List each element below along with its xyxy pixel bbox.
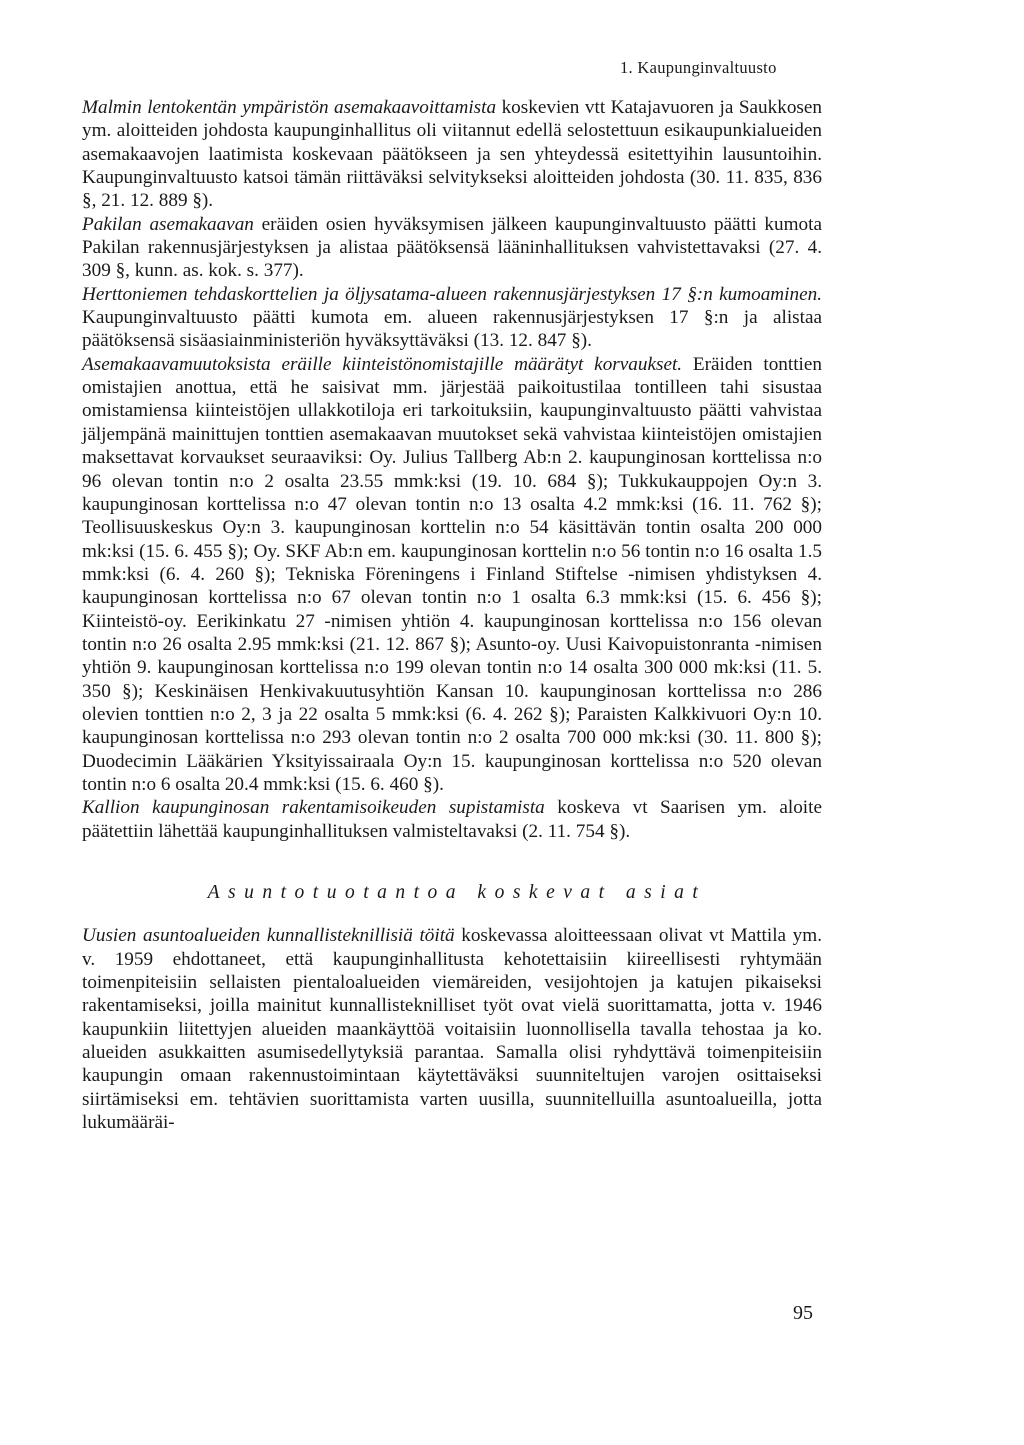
paragraph-text: koskevassa aloitteessaan olivat vt Mattila ym. v. 1959 ehdottaneet, että kaupunginhallitusta kehotettaisiin kiireellisesti ryhtymään toimenpiteisiin sellaisten pientaloalueiden viemäreiden, vesijohtojen ja katujen pikaiseksi rakentamiseksi, joilla mainitut kunnallisteknilliset työt ovat vielä suorittamatta, jotta v. 1946 kaupunkiin liitettyjen alueiden maankäyttöä voitaisiin luonnollisella tavalla tehostaa ja ko. alueiden asukkaitten asumisedellytyksiä parantaa. Samalla olisi ryhdyttävä toimenpiteisiin kaupungin omaan rakennustoimintaan käytettäväksi suunniteltujen varojen osittaiseksi siirtämiseksi em. tehtävien suorittamista varten uusilla, suunnitelluilla asuntoalueilla, jotta lukumääräi- <box>82 925 822 1134</box>
paragraph-title: Pakilan asemakaavan <box>82 213 254 235</box>
body-text <box>82 96 822 1134</box>
paragraph-malmin <box>82 96 822 213</box>
paragraph-text: koskeva vt Saarisen ym. aloite päätettiin lähettää kaupunginhallituksen valmisteltavaksi (2. 11. 754 §). <box>82 797 822 842</box>
paragraph-kallion <box>82 796 822 843</box>
paragraph-title: Malmin lentokentän ympäristön asemakaavoittamista <box>82 97 497 118</box>
paragraph-korvaukset <box>82 353 822 797</box>
paragraph-title: Herttoniemen tehdaskorttelien ja öljysatama-alueen rakennusjärjestyksen 17 §:n kumoaminen. <box>82 283 822 305</box>
running-head: 1. Kaupunginvaltuusto <box>620 58 777 77</box>
section-heading: Asuntotuotantoa koskevat asiat <box>207 882 707 903</box>
paragraph-asuntoalueiden <box>82 924 822 1134</box>
paragraph-text: Eräiden tonttien omistajien anottua, että he saisivat mm. järjestää paikoitustilaa tontilleen tahi sisustaa omistamiensa kiinteistöjen ullakkotiloja eri tarkoituksiin, kaupunginvaltuusto päätti vahvistaa jäljempänä mainittujen tonttien asemakaavan muutokset sekä vahvistaa kiinteistöjen omistajien maksettavat korvaukset seuraaviksi: Oy. Julius Tallberg Ab:n 2. kaupunginosan korttelissa n:o 96 olevan tontin n:o 2 osalta 23.55 mmk:ksi (19. 10. 684 §); Tukkukauppojen Oy:n 3. kaupunginosan korttelissa n:o 47 olevan tontin n:o 13 osalta 4.2 mmk:ksi (16. 11. 762 §); Teollisuuskeskus Oy:n 3. kaupunginosan korttelin n:o 54 käsittävän tontin osalta 200 000 mk:ksi (15. 6. 455 §); Oy. SKF Ab:n em. kaupunginosan korttelin n:o 56 tontin n:o 16 osalta 1.5 mmk:ksi (6. 4. 260 §); Tekniska Föreningens i Finland Stiftelse -nimisen yhdistyksen 4. kaupunginosan korttelissa n:o 67 olevan tontin n:o 1 osalta 6.3 mmk:ksi (15. 6. 456 §); Kiinteistö-oy. Eerikinkatu 27 -nimisen yhtiön 4. kaupunginosan korttelissa n:o 156 olevan tontin n:o 26 osalta 2.95 mmk:ksi (21. 12. 867 §); Asunto-oy. Uusi Kaivopuistonranta -nimisen yhtiön 9. kaupunginosan korttelissa n:o 199 olevan tontin n:o 14 osalta 300 000 mk:ksi (11. 5. 350 §); Keskinäisen Henkivakuutusyhtiön Kansan 10. kaupunginosan korttelissa n:o 286 olevien tonttien n:o 2, 3 ja 22 osalta 5 mmk:ksi (6. 4. 262 §); Paraisten Kalkkivuori Oy:n 10. kaupunginosan korttelissa n:o 293 olevan tontin n:o 2 osalta 700 000 mk:ksi (30. 11. 800 §); Duodecimin Lääkärien Yksityissairaala Oy:n 15. kaupunginosan korttelissa n:o 520 olevan tontin n:o 6 osalta 20.4 mmk:ksi (15. 6. 460 §). <box>82 353 822 795</box>
paragraph-text: eräiden osien hyväksymisen jälkeen kaupunginvaltuusto päätti kumota Pakilan rakennusjärjestyksen ja alistaa päätöksensä lääninhallituksen vahvistettavaksi (27. 4. 309 §, kunn. as. kok. s. 377). <box>82 213 822 282</box>
paragraph-herttoniemen <box>82 283 822 353</box>
paragraph-title: Kallion kaupunginosan rakentamisoikeuden supistamista <box>82 797 545 819</box>
paragraph-pakilan <box>82 213 822 283</box>
page-number: 95 <box>793 1302 813 1324</box>
paragraph-title: Uusien asuntoalueiden kunnallisteknillisiä töitä <box>82 925 455 947</box>
paragraph-title: Asemakaavamuutoksista eräille kiinteistönomistajille määrätyt korvaukset. <box>82 353 683 375</box>
paragraph-text: Kaupunginvaltuusto päätti kumota em. alueen rakennusjärjestyksen 17 §:n ja alistaa päätöksensä sisäasiainministeriön hyväksyttäväksi (13. 12. 847 §). <box>82 307 822 352</box>
paragraph-text: koskevien vtt Katajavuoren ja Saukkosen ym. aloitteiden johdosta kaupunginhallitus oli viitannut edellä selostettuun esikaupunkialueiden asemakaavojen laatimista koskevaan päätökseen ja sen yhteydessä esitettyihin lausuntoihin. Kaupunginvaltuusto katsoi tämän riittäväksi selvitykseksi aloitteiden johdosta (30. 11. 835, 836 §, 21. 12. 889 §). <box>82 97 822 212</box>
